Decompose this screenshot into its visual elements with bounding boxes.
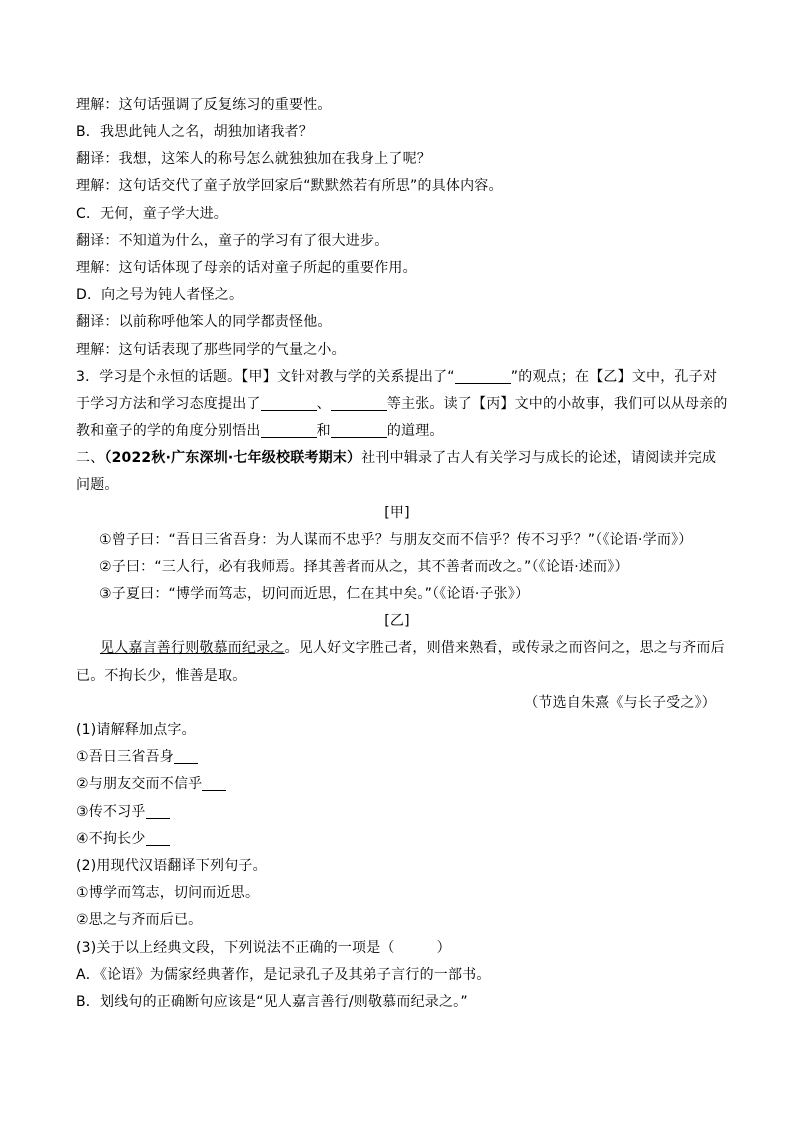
answer-blank[interactable] xyxy=(174,749,198,764)
question-2-item: ②思之与齐而后已。 xyxy=(76,912,203,928)
answer-blank[interactable] xyxy=(261,396,317,411)
heading-yi: [乙] xyxy=(384,613,410,629)
answer-blank[interactable] xyxy=(261,423,317,438)
section-2-intro-line-2: 问题。 xyxy=(76,477,119,493)
question-1-item: ③传不习乎 xyxy=(76,803,170,821)
yi-paragraph-line-1: 见人嘉言善行则敬慕而纪录之。见人好文字胜己者，则借来熟看，或传录之而咨问之，思之与齐而后 xyxy=(100,640,725,656)
question-3-line-2: 于学习方法和学习态度提出了 、 等主张。读了【丙】文中的小故事，我们可以从母亲的 xyxy=(76,396,728,412)
option-a: A．《论语》为儒家经典著作，是记录孔子及其弟子言行的一部书。 xyxy=(76,967,491,983)
question-2-item: ①博学而笃志，切问而近思。 xyxy=(76,885,260,901)
section-source: （2022秋·广东深圳·七年级校联考期末） xyxy=(104,450,362,466)
question-1-item: ②与朋友交而不信乎 xyxy=(76,775,226,793)
jia-paragraph-3: ③子夏曰：“博学而笃志，切问而近思，仁在其中矣。”（《论语·子张》） xyxy=(99,586,530,602)
question-3-choice: (3)关于以上经典文段，下列说法不正确的一项是（ ） xyxy=(76,940,451,956)
text-line: 理解：这句话体现了母亲的话对童子所起的重要作用。 xyxy=(76,260,417,276)
yi-paragraph-line-2: 已。不拘长少，惟善是取。 xyxy=(76,668,247,684)
answer-blank[interactable] xyxy=(146,831,170,846)
option-b: B．划线句的正确断句应该是“见人嘉言善行/则敬慕而纪录之。” xyxy=(76,994,468,1010)
question-3-line-1: 3．学习是个永恒的话题。【甲】文针对教与学的关系提出了“ ”的观点；在【乙】文中，孔子对 xyxy=(76,369,718,385)
yi-source: （节选自朱熹《与长子受之》） xyxy=(524,695,716,711)
question-1-item: ①吾日三省吾身 xyxy=(76,748,198,766)
underlined-sentence: 见人嘉言善行则敬慕而纪录之 xyxy=(100,640,285,656)
question-2: (2)用现代汉语翻译下列句子。 xyxy=(76,858,267,874)
answer-blank[interactable] xyxy=(331,423,387,438)
text-line: 翻译：以前称呼他笨人的同学都责怪他。 xyxy=(76,314,332,330)
option-d: D．向之号为钝人者怪之。 xyxy=(76,287,244,303)
option-b: B．我思此钝人之名，胡独加诸我者？ xyxy=(76,124,314,140)
text-line: 翻译：不知道为什么，童子的学习有了很大进步。 xyxy=(76,233,389,249)
text-line: 理解：这句话表现了那些同学的气量之小。 xyxy=(76,342,346,358)
question-1: (1)请解释加点字。 xyxy=(76,722,196,738)
text-line: 翻译：我想，这笨人的称号怎么就独独加在我身上了呢？ xyxy=(76,151,431,167)
option-c: C．无何，童子学大进。 xyxy=(76,206,228,222)
section-2-intro: 二、（2022秋·广东深圳·七年级校联考期末）社刊中辑录了古人有关学习与成长的论述，请阅读并完成 xyxy=(76,450,717,466)
jia-paragraph-1: ①曾子曰：“吾日三省吾身：为人谋而不忠乎？与朋友交而不信乎？传不习乎？”（《论语·学而》） xyxy=(99,532,693,548)
answer-blank[interactable] xyxy=(146,804,170,819)
question-1-item: ④不拘长少 xyxy=(76,830,170,848)
jia-paragraph-2: ②子曰：“三人行，必有我师焉。择其善者而从之，其不善者而改之。”（《论语·述而》） xyxy=(99,559,629,575)
question-3-line-3: 教和童子的学的角度分别悟出 和 的道理。 xyxy=(76,423,444,439)
answer-blank[interactable] xyxy=(455,369,511,384)
text-line: 理解：这句话交代了童子放学回家后“默默然若有所思”的具体内容。 xyxy=(76,178,503,194)
answer-blank[interactable] xyxy=(331,396,387,411)
text-line: 理解：这句话强调了反复练习的重要性。 xyxy=(76,97,332,113)
heading-jia: [甲] xyxy=(384,505,410,521)
answer-blank[interactable] xyxy=(202,776,226,791)
